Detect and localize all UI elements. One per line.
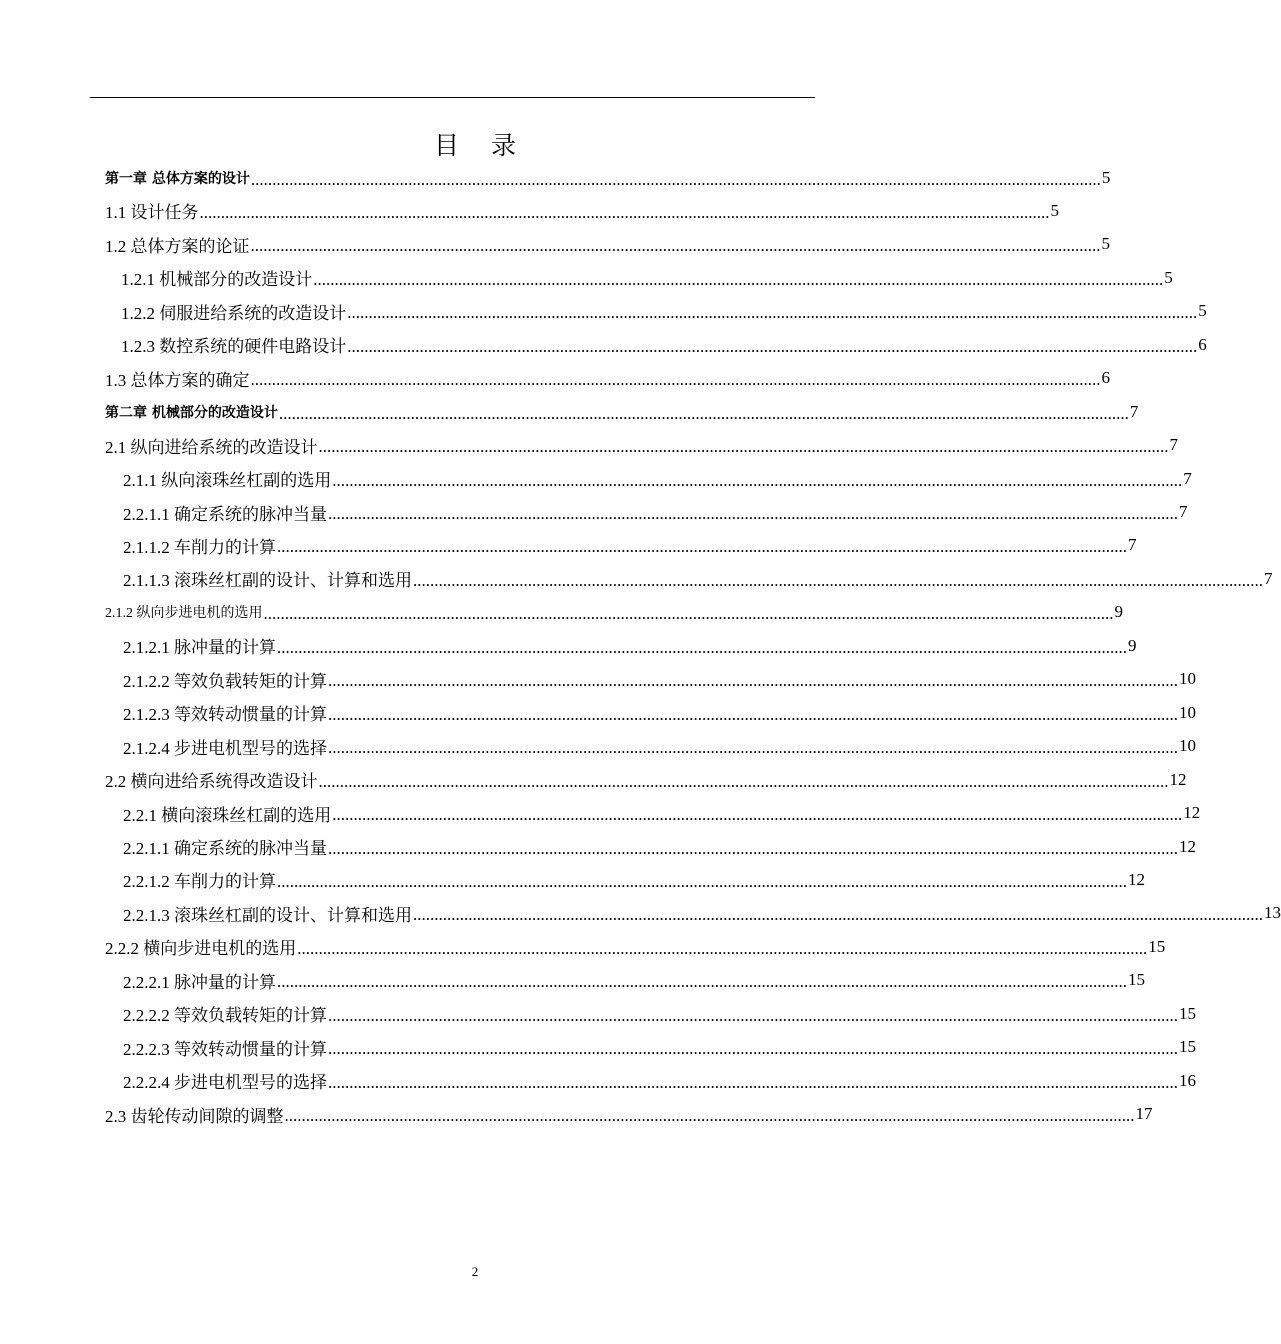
- toc-entry-page: 15: [1179, 1037, 1196, 1057]
- toc-entry-label: 2.1.1 纵向滚珠丝杠副的选用: [123, 471, 332, 491]
- toc-leader-dots: ........................................................................................................................................................................................................: [328, 738, 1178, 758]
- toc-entry-label: 1.1 设计任务: [105, 203, 199, 223]
- toc-entry-page: 10: [1179, 702, 1196, 722]
- toc-entry-page: 15: [1179, 1003, 1196, 1023]
- toc-entry-label: 2.1.2.3 等效转动惯量的计算: [123, 705, 327, 725]
- toc-entry-label: 第二章 机械部分的改造设计: [105, 404, 278, 421]
- toc-entry-page: 7: [1169, 435, 1178, 455]
- toc-entry-page: 5: [1198, 301, 1207, 321]
- toc-leader-dots: ........................................................................................................................................................................................................: [250, 236, 1101, 256]
- toc-leader-dots: ........................................................................................................................................................................................................: [278, 403, 1129, 423]
- toc-entry-page: 12: [1183, 803, 1201, 823]
- toc-leader-dots: ........................................................................................................................................................................................................: [413, 905, 1263, 925]
- toc-entry[interactable]: [105, 763, 1187, 796]
- toc-entry[interactable]: [105, 1098, 1153, 1131]
- toc-entry-page: 7: [1264, 568, 1273, 588]
- toc-leader-dots: ........................................................................................................................................................................................................: [277, 972, 1127, 992]
- toc-entry[interactable]: [123, 562, 1273, 595]
- toc-entry-page: 7: [1179, 502, 1188, 521]
- toc-entry[interactable]: [123, 1031, 1196, 1064]
- toc-entry-label: 2.2.2.3 等效转动惯量的计算: [123, 1039, 327, 1059]
- toc-entry[interactable]: [105, 362, 1110, 395]
- toc-entry[interactable]: [105, 395, 1139, 428]
- toc-entry-page: 12: [1128, 869, 1145, 889]
- toc-entry[interactable]: [123, 830, 1196, 863]
- toc-entry-page: 10: [1179, 669, 1196, 689]
- toc-entry-page: 7: [1183, 468, 1192, 488]
- toc-entry-page: 12: [1179, 836, 1196, 856]
- toc-entry-label: 2.2.2.4 步进电机型号的选择: [123, 1073, 327, 1093]
- toc-leader-dots: ........................................................................................................................................................................................................: [318, 771, 1169, 791]
- toc-entry[interactable]: [123, 863, 1145, 896]
- toc-leader-dots: ........................................................................................................................................................................................................: [250, 370, 1101, 390]
- toc-entry[interactable]: [105, 930, 1166, 963]
- toc-entry-label: 2.2.1 横向滚珠丝杠副的选用: [123, 805, 332, 825]
- toc-leader-dots: ........................................................................................................................................................................................................: [318, 437, 1169, 457]
- toc-entry-label: 2.1.1.2 车削力的计算: [123, 537, 276, 557]
- toc-entry-label: 第一章 总体方案的设计: [105, 170, 250, 187]
- toc-entry[interactable]: [123, 663, 1196, 696]
- toc-leader-dots: ........................................................................................................................................................................................................: [284, 1106, 1135, 1126]
- toc-entry-page: 5: [1101, 167, 1111, 187]
- toc-entry[interactable]: [123, 496, 1188, 529]
- toc-entry-page: 9: [1128, 635, 1137, 655]
- toc-entry-page: 16: [1179, 1070, 1196, 1090]
- toc-entry-label: 1.2.2 伺服进给系统的改造设计: [121, 303, 347, 323]
- toc-entry-page: 10: [1179, 736, 1196, 756]
- toc-entry-label: 2.3 齿轮传动间隙的调整: [105, 1106, 284, 1126]
- toc-entry[interactable]: [105, 161, 1111, 194]
- toc-entry-page: 5: [1050, 200, 1059, 220]
- toc-entry-page: 7: [1128, 535, 1137, 555]
- toc-leader-dots: ........................................................................................................................................................................................................: [297, 938, 1148, 958]
- toc-entry-page: 15: [1128, 970, 1145, 990]
- toc-entry-label: 2.1.2.4 步进电机型号的选择: [123, 738, 327, 758]
- toc-leader-dots: ........................................................................................................................................................................................................: [332, 470, 1183, 490]
- toc-entry-label: 2.1.2.1 脉冲量的计算: [123, 638, 276, 658]
- toc-entry-label: 2.2.2 横向步进电机的选用: [105, 939, 297, 959]
- toc-entry-page: 15: [1148, 936, 1166, 956]
- toc-entry-label: 2.2 横向进给系统得改造设计: [105, 772, 318, 792]
- toc-entry[interactable]: [121, 295, 1207, 328]
- toc-entry[interactable]: [105, 194, 1059, 227]
- toc-entry[interactable]: [105, 228, 1110, 261]
- toc-entry[interactable]: [123, 1064, 1196, 1097]
- toc-entry-page: 6: [1198, 334, 1207, 354]
- toc-entry-label: 2.1.1.3 滚珠丝杠副的设计、计算和选用: [123, 571, 412, 591]
- toc-entry[interactable]: [121, 261, 1173, 294]
- toc-leader-dots: ........................................................................................................................................................................................................: [277, 537, 1127, 557]
- toc-entry-label: 2.2.1.3 滚珠丝杠副的设计、计算和选用: [123, 905, 412, 925]
- toc-entry-label: 1.2.1 机械部分的改造设计: [121, 270, 313, 290]
- toc-leader-dots: ........................................................................................................................................................................................................: [347, 303, 1198, 323]
- toc-entry-label: 2.1.2 纵向步进电机的选用: [105, 606, 263, 622]
- toc-entry-page: 13: [1264, 903, 1281, 923]
- toc-entry-page: 6: [1101, 368, 1110, 388]
- toc-entry[interactable]: [123, 997, 1196, 1030]
- toc-entry-page: 9: [1114, 602, 1123, 622]
- toc-entry-label: 1.2 总体方案的论证: [105, 236, 250, 256]
- toc-leader-dots: ........................................................................................................................................................................................................: [328, 671, 1178, 691]
- toc-title: 目 录: [434, 131, 528, 160]
- toc-entry-label: 2.2.1.2 车削力的计算: [123, 872, 276, 892]
- toc-leader-dots: ........................................................................................................................................................................................................: [313, 269, 1164, 289]
- toc-leader-dots: ........................................................................................................................................................................................................: [413, 570, 1263, 590]
- toc-leader-dots: ........................................................................................................................................................................................................: [199, 202, 1050, 222]
- toc-entry[interactable]: [123, 797, 1201, 830]
- toc-leader-dots: ........................................................................................................................................................................................................: [277, 637, 1127, 657]
- toc-leader-dots: ........................................................................................................................................................................................................: [328, 1005, 1178, 1025]
- page-number: 2: [471, 1264, 479, 1279]
- toc-leader-dots: ........................................................................................................................................................................................................: [332, 805, 1183, 825]
- toc-entry-page: 12: [1169, 769, 1187, 789]
- toc-entry-label: 2.2.1.1 确定系统的脉冲当量: [123, 504, 327, 524]
- toc-leader-dots: ........................................................................................................................................................................................................: [328, 1039, 1178, 1059]
- toc-leader-dots: ........................................................................................................................................................................................................: [277, 871, 1127, 891]
- toc-entry[interactable]: [105, 596, 1123, 629]
- toc-leader-dots: ........................................................................................................................................................................................................: [328, 838, 1178, 858]
- header-rule: [90, 97, 815, 98]
- toc-entry-label: 2.2.1.1 确定系统的脉冲当量: [123, 839, 327, 858]
- toc-entry-label: 2.1.2.2 等效负载转矩的计算: [123, 671, 327, 691]
- toc-entry[interactable]: [123, 730, 1196, 763]
- toc-leader-dots: ........................................................................................................................................................................................................: [328, 704, 1178, 724]
- toc-entry[interactable]: [123, 696, 1196, 729]
- toc-entry[interactable]: [123, 964, 1145, 997]
- toc-entry-label: 1.3 总体方案的确定: [105, 370, 250, 390]
- toc-leader-dots: ........................................................................................................................................................................................................: [250, 169, 1101, 189]
- toc-entry[interactable]: [121, 328, 1207, 361]
- toc-entry-label: 2.2.2.1 脉冲量的计算: [123, 972, 276, 992]
- toc-entry-label: 2.2.2.2 等效负载转矩的计算: [123, 1006, 327, 1026]
- toc-leader-dots: ........................................................................................................................................................................................................: [328, 1072, 1178, 1092]
- toc-entry[interactable]: [123, 897, 1281, 930]
- toc-leader-dots: ........................................................................................................................................................................................................: [347, 336, 1198, 356]
- toc-entry-page: 7: [1129, 401, 1139, 421]
- toc-entry-page: 5: [1101, 234, 1110, 254]
- toc-entry[interactable]: [123, 629, 1137, 662]
- toc-leader-dots: ........................................................................................................................................................................................................: [328, 504, 1178, 523]
- toc-entry[interactable]: [123, 462, 1192, 495]
- toc-entry-page: 17: [1135, 1104, 1153, 1124]
- toc-entry-label: 1.2.3 数控系统的硬件电路设计: [121, 337, 347, 357]
- toc-entry[interactable]: [105, 429, 1178, 462]
- toc-leader-dots: ........................................................................................................................................................................................................: [263, 604, 1114, 624]
- toc-entry[interactable]: [123, 529, 1137, 562]
- toc-entry-label: 2.1 纵向进给系统的改造设计: [105, 437, 318, 457]
- toc-entry-page: 5: [1164, 267, 1173, 287]
